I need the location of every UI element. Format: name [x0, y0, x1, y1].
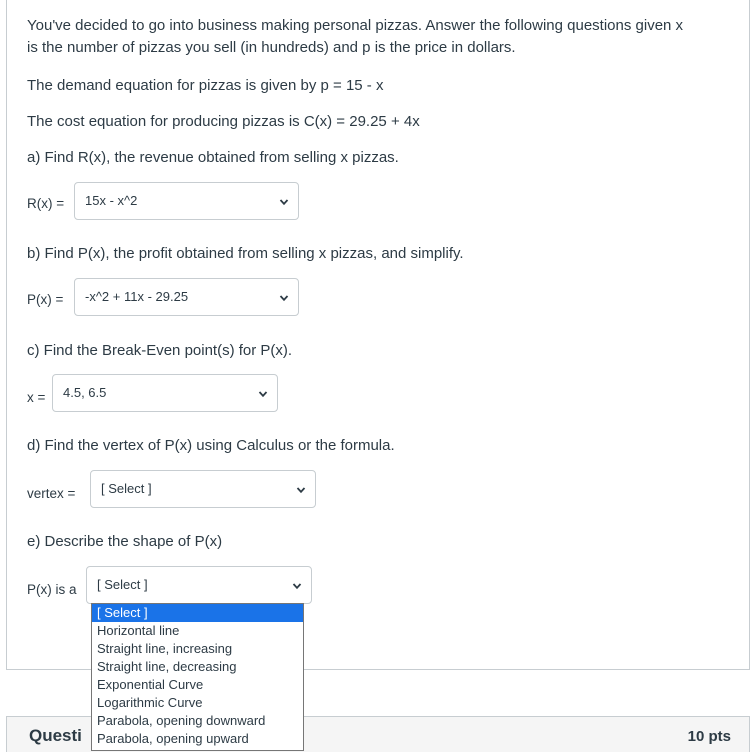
part-b-label: P(x) =: [27, 292, 64, 307]
next-question-title: Questi: [29, 726, 82, 745]
dropdown-option[interactable]: Parabola, opening downward: [97, 713, 266, 728]
chevron-down-icon: [292, 581, 302, 591]
chevron-down-icon: [279, 197, 289, 207]
revenue-select[interactable]: [74, 182, 299, 220]
shape-select-value: [ Select ]: [97, 577, 148, 592]
part-d-label: vertex =: [27, 486, 76, 501]
revenue-select-value: 15x - x^2: [85, 193, 138, 208]
dropdown-option[interactable]: Logarithmic Curve: [97, 695, 203, 710]
vertex-select-value: [ Select ]: [101, 481, 152, 496]
vertex-select[interactable]: [90, 470, 316, 508]
part-b-prompt: b) Find P(x), the profit obtained from selling x pizzas, and simplify.: [27, 245, 464, 262]
part-e-label: P(x) is a: [27, 582, 77, 597]
dropdown-option[interactable]: Exponential Curve: [97, 677, 204, 692]
question-card: [6, 0, 750, 670]
chevron-down-icon: [258, 389, 268, 399]
profit-select[interactable]: [74, 278, 299, 316]
part-e-prompt: e) Describe the shape of P(x): [27, 533, 223, 550]
part-d-prompt: d) Find the vertex of P(x) using Calculus or the formula.: [27, 437, 395, 454]
question-intro-line1: You've decided to go into business making personal pizzas. Answer the following questions given x: [27, 17, 684, 34]
break-even-select[interactable]: [52, 374, 278, 412]
shape-dropdown-list[interactable]: [91, 603, 304, 751]
next-question-points: 10 pts: [687, 728, 731, 745]
cost-equation: The cost equation for producing pizzas is C(x) = 29.25 + 4x: [27, 113, 420, 130]
shape-select[interactable]: [86, 566, 312, 604]
dropdown-option[interactable]: Parabola, opening upward: [97, 731, 249, 746]
part-c-label: x =: [27, 390, 46, 405]
chevron-down-icon: [296, 485, 306, 495]
dropdown-option[interactable]: Straight line, increasing: [97, 641, 233, 656]
question-intro-line2: is the number of pizzas you sell (in hundreds) and p is the price in dollars.: [27, 39, 516, 56]
part-a-prompt: a) Find R(x), the revenue obtained from selling x pizzas.: [27, 149, 399, 166]
dropdown-option[interactable]: [ Select ]: [92, 604, 303, 622]
chevron-down-icon: [279, 293, 289, 303]
dropdown-option[interactable]: Horizontal line: [97, 623, 180, 638]
part-a-label: R(x) =: [27, 196, 65, 211]
profit-select-value: -x^2 + 11x - 29.25: [85, 289, 189, 304]
break-even-select-value: 4.5, 6.5: [63, 385, 107, 400]
dropdown-option[interactable]: Straight line, decreasing: [97, 659, 237, 674]
part-c-prompt: c) Find the Break-Even point(s) for P(x).: [27, 342, 293, 359]
demand-equation: The demand equation for pizzas is given by p = 15 - x: [27, 77, 384, 94]
